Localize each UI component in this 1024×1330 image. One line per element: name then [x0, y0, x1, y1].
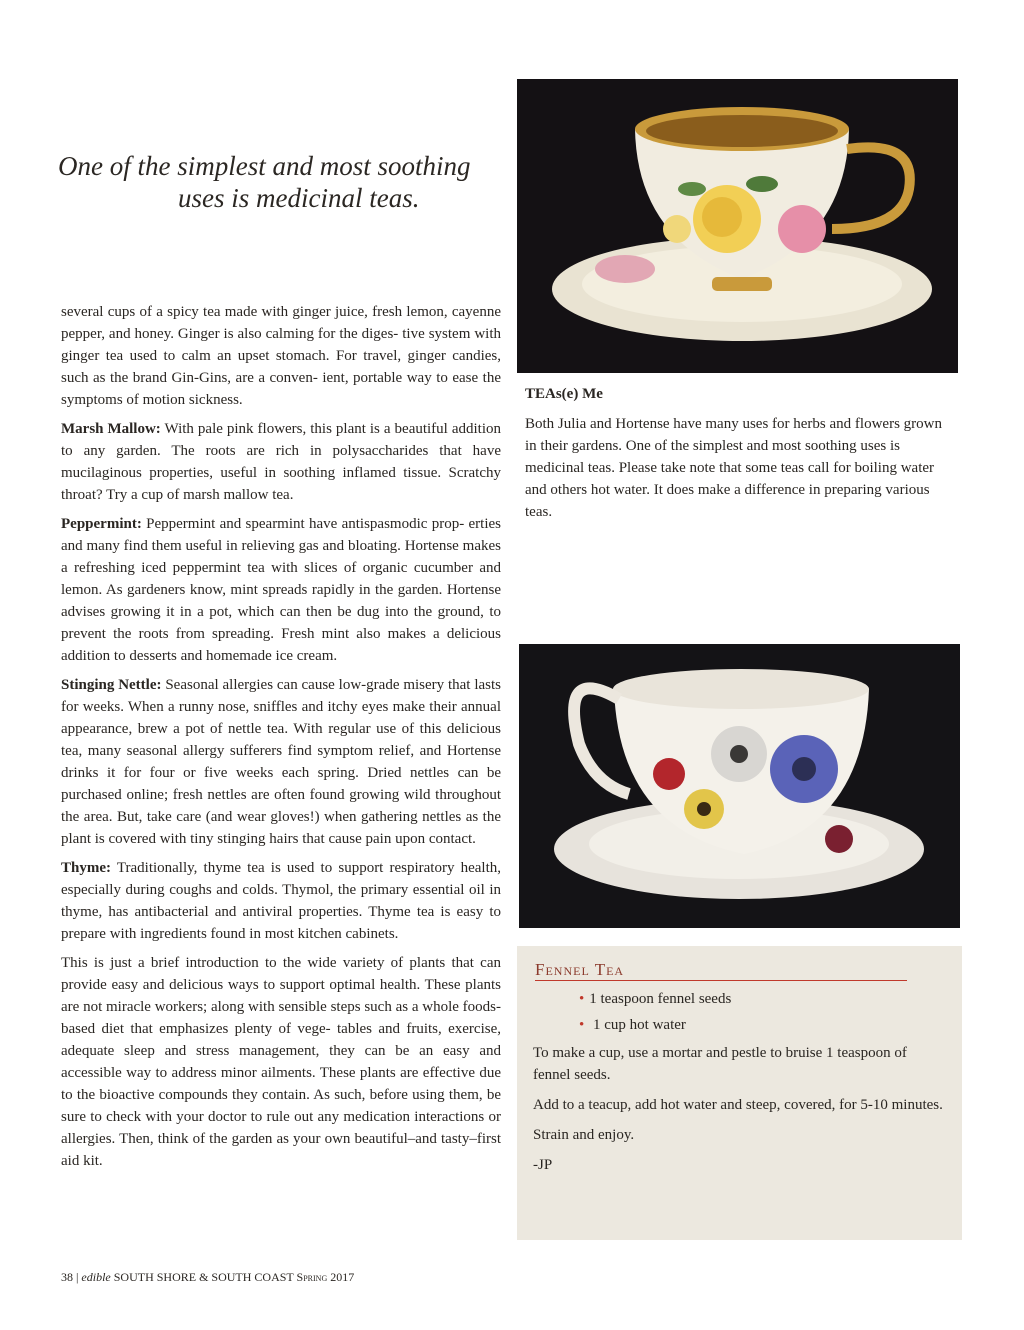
teacup-photo-wildflowers: [519, 644, 960, 928]
teacup-roses-illustration: [517, 79, 958, 373]
section-heading: Marsh Mallow:: [61, 421, 161, 437]
section-marsh-mallow: [61, 418, 501, 506]
section-text: Traditionally, thyme tea is used to support respiratory health, especially during coughs and colds. Thymol, the primary essential oil in thyme, has antibacterial and antiviral properties. Thyme tea is easy to prepare with ingredients found in most kitchen cabinets.: [61, 860, 501, 942]
recipe-box-fennel-tea: [517, 946, 962, 1240]
pull-quote: [58, 150, 498, 214]
recipe-title: Fennel Tea: [535, 960, 907, 981]
pull-quote-line-1: One of the simplest and most soothing: [58, 151, 471, 181]
section-heading: Peppermint:: [61, 516, 142, 532]
section-text: Peppermint and spearmint have antispasmodic prop- erties and many find them useful in relieving gas and bloating. Hortense makes a refreshing iced peppermint tea with slices of organic cucumber and lemon. As gardeners know, mint spreads rapidly in the garden. Hortense advises growing it in a pot, which can then be dug into the ground, to prevent the roots from spreading. Fresh mint also makes a delicious addition to desserts and homemade ice cream.: [61, 516, 501, 664]
recipe-signature: -JP: [533, 1157, 553, 1173]
issue-season: Spring 2017: [296, 1270, 355, 1284]
sidebar-paragraph: Both Julia and Hortense have many uses for herbs and flowers grown in their gardens. One of the simplest and most soothing uses is medicinal teas. Please take note that some teas call for boiling water and others hot water. It does make a difference in preparing various teas.: [525, 416, 942, 520]
ingredient-text: 1 teaspoon fennel seeds: [589, 991, 732, 1007]
recipe-step: Add to a teacup, add hot water and steep, covered, for 5-10 minutes.: [533, 1097, 943, 1113]
section-heading: Stinging Nettle:: [61, 677, 162, 693]
intro-paragraph: several cups of a spicy tea made with ginger juice, fresh lemon, cayenne pepper, and honey. Ginger is also calming for the diges- tive system with ginger tea used to calm an upset stomach. For travel, ginger candies, such as the brand Gin-Gins, are a conven- ient, portable way to ease the symptoms of motion sickness.: [61, 304, 501, 408]
magazine-name: SOUTH SHORE & SOUTH COAST: [113, 1270, 294, 1284]
ingredient-text: 1 cup hot water: [589, 1017, 686, 1033]
page-number: 38: [61, 1270, 73, 1284]
recipe-steps: [533, 1042, 943, 1184]
sidebar-heading: TEAs(e) Me: [525, 386, 603, 402]
page-footer: [61, 1270, 354, 1285]
section-thyme: [61, 857, 501, 945]
teacup-wildflowers-illustration: [519, 644, 960, 928]
sidebar-teas-text: [525, 383, 945, 523]
recipe-step: Strain and enjoy.: [533, 1127, 635, 1143]
section-stinging-nettle: [61, 674, 501, 850]
section-peppermint: [61, 513, 501, 667]
section-text: With pale pink flowers, this plant is a beautiful addition to any garden. The roots are rich in polysaccharides that have mucilaginous properties, useful in soothing inflamed tissue. Scratchy throat? Try a cup of marsh mallow tea.: [61, 421, 501, 503]
section-heading: Thyme:: [61, 860, 111, 876]
pull-quote-line-2: uses is medicinal teas.: [178, 183, 420, 213]
ingredient-item: [579, 1012, 731, 1038]
magazine-brand: edible: [81, 1270, 111, 1284]
footer-separator: |: [76, 1270, 79, 1284]
article-left-column: [61, 301, 501, 1179]
closing-paragraph: This is just a brief introduction to the wide variety of plants that can provide easy and delicious ways to support optimal health. These plants are not miracle workers; along with sensible steps such as a whole foods-based diet that emphasizes plenty of vege- tables and fruits, exercise, adequate sleep and stress management, they can be an easy and accessible way to address minor ailments. These plants are effective due to the bioactive compounds they contain. As such, before using them, be sure to check with your doctor to rule out any medication interactions or allergies. Then, think of the garden as your own beautiful–and tasty–first aid kit.: [61, 955, 501, 1169]
section-text: Seasonal allergies can cause low-grade misery that lasts for weeks. When a runny nose, sniffles and itchy eyes make their annual appearance, brew a pot of nettle tea. With regular use of this delicious tea, many seasonal allergy sufferers find symptom relief, and Hortense drinks it for four or five weeks each spring. Dried nettles can be purchased online; fresh nettles are often found growing wild throughout the area. But, take care (and wear gloves!) when gathering nettles as the plant is covered with tiny stinging hairs that cause pain upon contact.: [61, 677, 501, 847]
ingredient-list: [579, 986, 731, 1038]
teacup-photo-roses: [517, 79, 958, 373]
ingredient-item: [579, 986, 731, 1012]
recipe-step: To make a cup, use a mortar and pestle to bruise 1 teaspoon of fennel seeds.: [533, 1045, 907, 1083]
